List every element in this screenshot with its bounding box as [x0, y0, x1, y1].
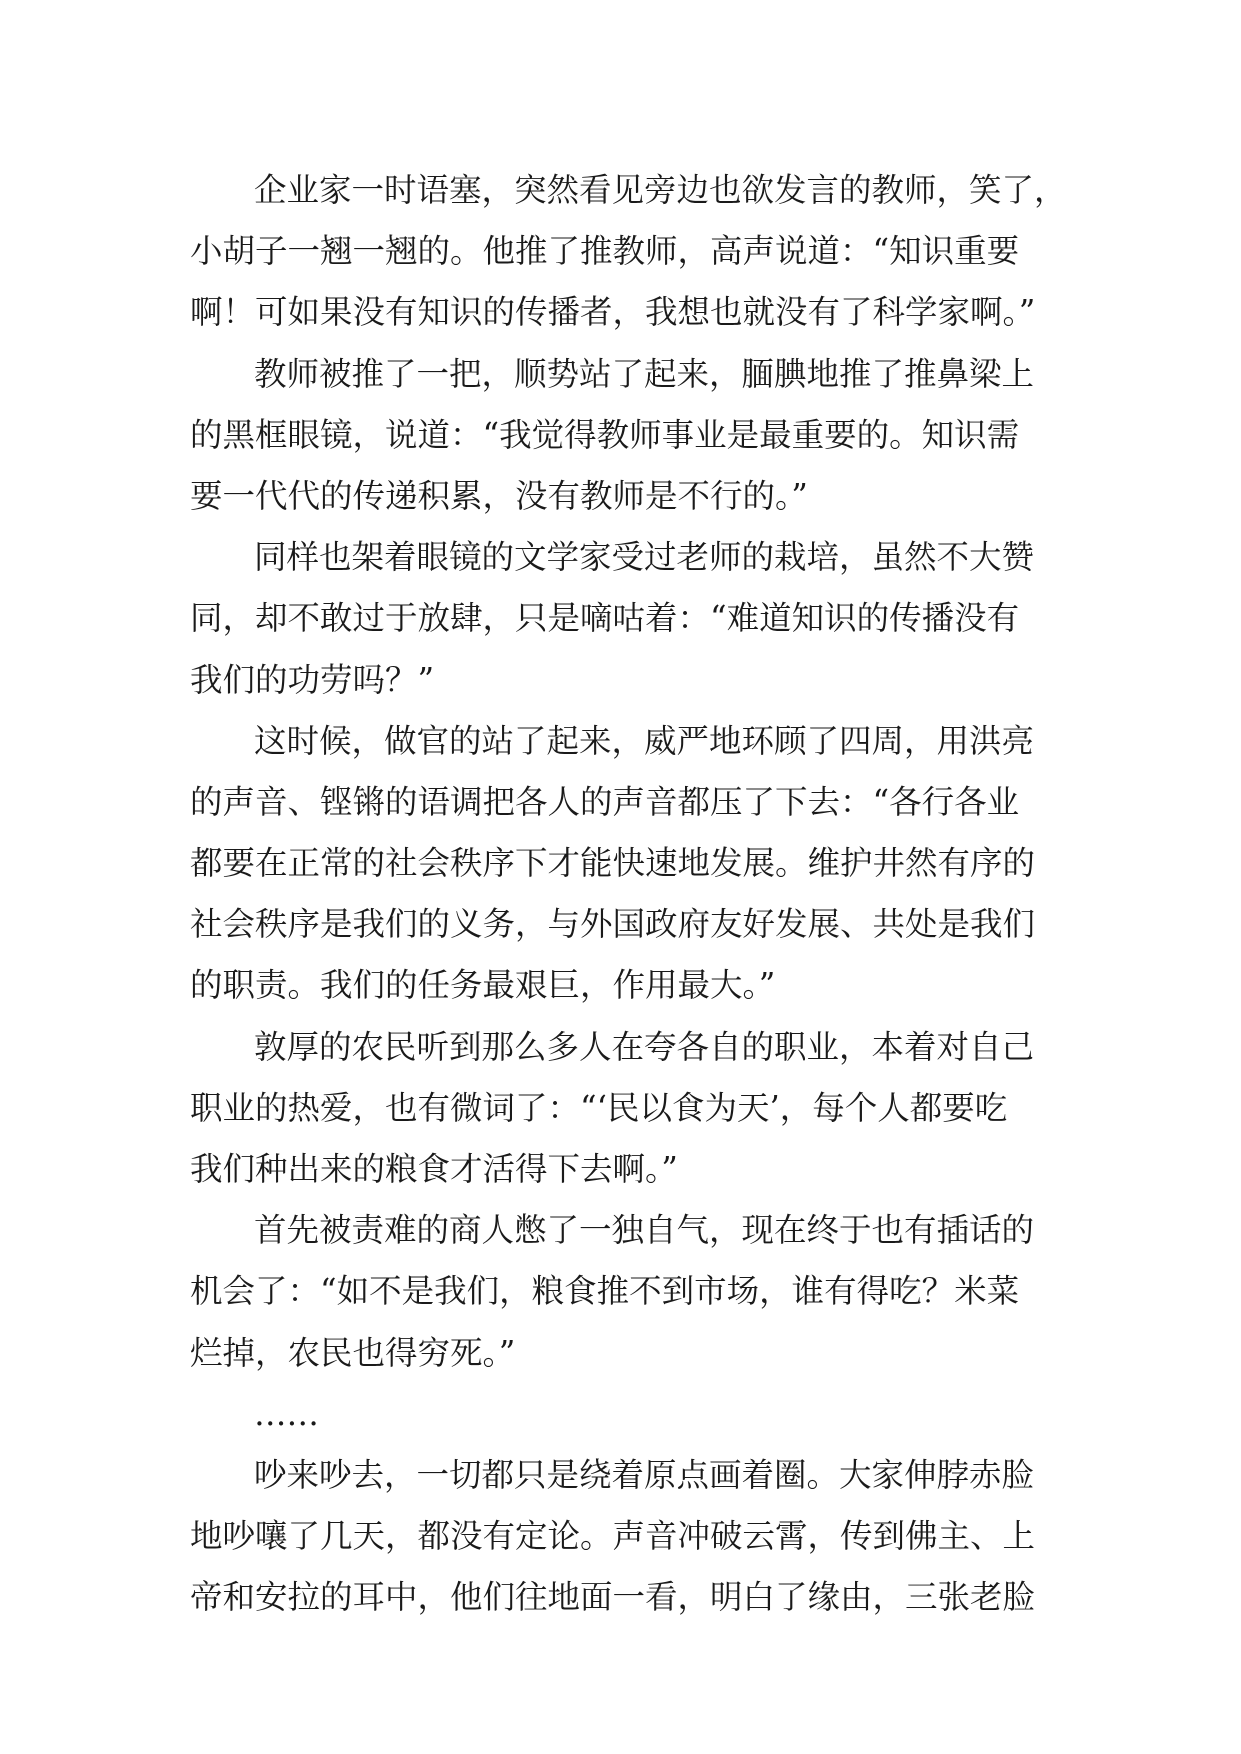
text-line: 我们的功劳吗？” [190, 660, 435, 699]
text-line: 企业家一时语塞，突然看见旁边也欲发言的教师，笑了， [254, 171, 1067, 209]
text-line: 都要在正常的社会秩序下才能快速地发展。维护井然有序的 [190, 844, 1036, 883]
text-line: 烂掉，农民也得穷死。” [190, 1333, 516, 1372]
ellipsis-line: …… [254, 1394, 319, 1433]
text-line: 机会了：“如不是我们，粮食推不到市场，谁有得吃？米菜 [190, 1272, 1020, 1311]
text-line: 同，却不敢过于放肆，只是嘀咕着：“难道知识的传播没有 [190, 599, 1020, 638]
text-line: 的声音、铿锵的语调把各人的声音都压了下去：“各行各业 [190, 782, 1020, 821]
text-line: 首先被责难的商人憋了一独自气，现在终于也有插话的 [254, 1211, 1035, 1250]
text-line: 的黑框眼镜，说道：“我觉得教师事业是最重要的。知识需 [190, 415, 1020, 454]
text-line: 帝和安拉的耳中，他们往地面一看，明白了缘由，三张老脸 [190, 1578, 1036, 1617]
text-line: 的职责。我们的任务最艰巨，作用最大。” [190, 966, 776, 1005]
text-line: 教师被推了一把，顺势站了起来，腼腆地推了推鼻梁上 [254, 354, 1035, 393]
text-line: 同样也架着眼镜的文学家受过老师的栽培，虽然不大赞 [254, 538, 1035, 577]
text-line: 地吵嚷了几天，都没有定论。声音冲破云霄，传到佛主、上 [190, 1517, 1036, 1556]
text-line: 小胡子一翘一翘的。他推了推教师，高声说道：“知识重要 [190, 232, 1020, 271]
text-line: 吵来吵去，一切都只是绕着原点画着圈。大家伸脖赤脸 [254, 1455, 1035, 1494]
text-line: 这时候，做官的站了起来，威严地环顾了四周，用洪亮 [254, 721, 1035, 760]
text-line: 敦厚的农民听到那么多人在夸各自的职业，本着对自己 [254, 1027, 1035, 1066]
text-line: 我们种出来的粮食才活得下去啊。” [190, 1150, 678, 1188]
text-line: 要一代代的传递积累，没有教师是不行的。” [190, 476, 808, 515]
text-line: 啊！可如果没有知识的传播者，我想也就没有了科学家啊。” [190, 293, 1036, 332]
body-text [190, 160, 1070, 1629]
text-line: 社会秩序是我们的义务，与外国政府友好发展、共处是我们 [190, 905, 1036, 944]
text-line: 职业的热爱，也有微词了：“‘民以食为天’，每个人都要吃 [190, 1088, 1008, 1127]
